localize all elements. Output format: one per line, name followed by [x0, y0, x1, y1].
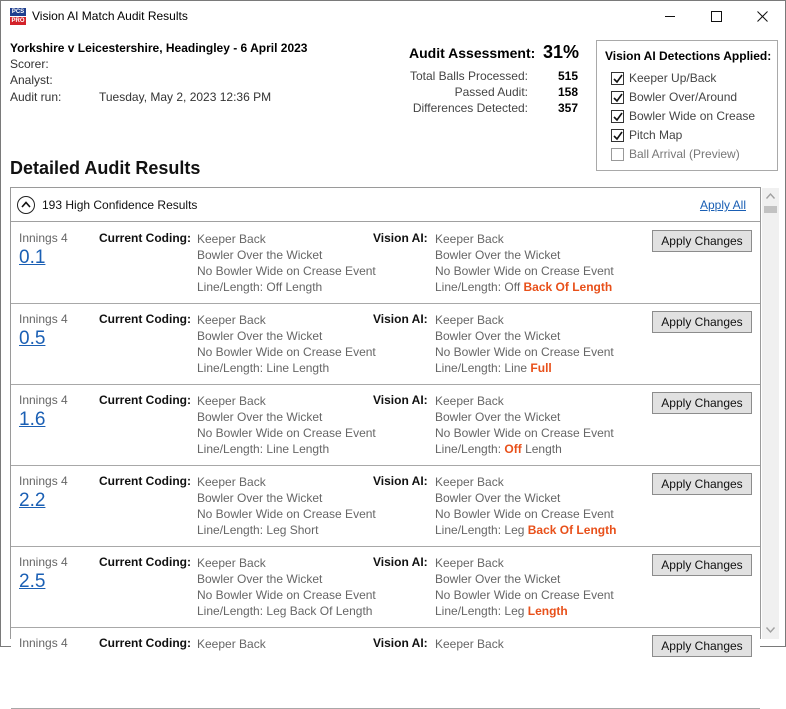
- cc-line: Bowler Over the Wicket: [197, 491, 323, 505]
- differences-value: 357: [557, 101, 578, 115]
- cc-line: No Bowler Wide on Crease Event: [197, 507, 376, 521]
- ball-link[interactable]: 2.2: [19, 490, 46, 511]
- vision-ai-values: [435, 312, 650, 376]
- cc-line: Bowler Over the Wicket: [197, 410, 323, 424]
- current-coding-values: [197, 474, 376, 538]
- vision-ai-values: [435, 555, 650, 619]
- results-panel: [10, 187, 761, 653]
- checkbox-box[interactable]: [611, 148, 624, 161]
- current-coding-values: [197, 393, 376, 457]
- cc-line: Keeper Back: [197, 556, 266, 570]
- cc-line: Keeper Back: [197, 313, 266, 327]
- va-suffix: Length: [521, 442, 562, 456]
- va-prefix: Line/Length: Line: [435, 361, 531, 375]
- apply-all-link[interactable]: Apply All: [699, 198, 746, 212]
- vision-ai-values: [435, 474, 650, 538]
- innings-label: Innings 4: [19, 231, 68, 245]
- collapse-button[interactable]: [17, 196, 35, 214]
- cc-line: Keeper Back: [197, 232, 266, 246]
- va-line: No Bowler Wide on Crease Event: [435, 345, 614, 359]
- result-row: [11, 547, 760, 628]
- audit-assessment-value: 31%: [543, 42, 580, 62]
- section-title: Detailed Audit Results: [10, 158, 201, 178]
- va-line: Keeper Back: [435, 313, 504, 327]
- va-line: Bowler Over the Wicket: [435, 329, 561, 343]
- current-coding-label: Current Coding:: [99, 636, 191, 650]
- vision-ai-values: [435, 636, 650, 652]
- vision-ai-values: [435, 231, 650, 295]
- group-label: 193 High Confidence Results: [42, 198, 198, 212]
- innings-label: Innings 4: [19, 312, 68, 326]
- va-line: Bowler Over the Wicket: [435, 410, 561, 424]
- va-line: Keeper Back: [435, 475, 504, 489]
- maximize-icon: [711, 11, 722, 22]
- apply-changes-button[interactable]: Apply Changes: [652, 554, 752, 576]
- apply-changes-button[interactable]: Apply Changes: [652, 230, 752, 252]
- apply-changes-button[interactable]: Apply Changes: [652, 473, 752, 495]
- audit-assessment-label: Audit Assessment:: [409, 45, 536, 61]
- current-coding-values: [197, 636, 363, 652]
- vision-ai-label: Vision AI:: [373, 231, 428, 245]
- scroll-up-arrow-icon: [766, 193, 775, 199]
- scroll-down-arrow-icon: [766, 627, 775, 633]
- checkbox-box[interactable]: [611, 129, 624, 142]
- current-coding-label: Current Coding:: [99, 231, 191, 245]
- result-row: [11, 223, 760, 304]
- audit-run-label: Audit run:: [10, 90, 62, 104]
- va-difference-highlight: Length: [527, 604, 568, 618]
- detection-label: Keeper Up/Back: [629, 71, 717, 85]
- va-line: No Bowler Wide on Crease Event: [435, 264, 614, 278]
- detection-label: Bowler Over/Around: [629, 90, 738, 104]
- cc-line: No Bowler Wide on Crease Event: [197, 345, 376, 359]
- cc-line: Line/Length: Line Length: [197, 442, 330, 456]
- va-line: Bowler Over the Wicket: [435, 572, 561, 586]
- cc-line: Bowler Over the Wicket: [197, 329, 323, 343]
- current-coding-label: Current Coding:: [99, 555, 191, 569]
- va-line-length: [435, 360, 650, 376]
- checkmark-icon: [613, 112, 623, 122]
- maximize-button[interactable]: [693, 1, 739, 32]
- close-button[interactable]: [739, 1, 785, 32]
- result-row: [11, 628, 760, 709]
- va-line-length: [435, 279, 650, 295]
- cc-line: Keeper Back: [197, 637, 266, 651]
- cc-line: Keeper Back: [197, 394, 266, 408]
- total-balls-label: Total Balls Processed:: [409, 69, 528, 83]
- va-difference-highlight: Off: [504, 442, 522, 456]
- va-line-length: [435, 603, 650, 619]
- match-title: Yorkshire v Leicestershire, Headingley - 6 April 2023: [10, 41, 308, 55]
- detection-label: Pitch Map: [629, 128, 683, 142]
- result-row: [11, 304, 760, 385]
- apply-changes-button[interactable]: Apply Changes: [652, 635, 752, 657]
- cc-line: No Bowler Wide on Crease Event: [197, 588, 376, 602]
- chevron-up-icon: [21, 201, 31, 208]
- innings-label: Innings 4: [19, 555, 68, 569]
- detection-label: Bowler Wide on Crease: [629, 109, 756, 123]
- detections-title: Vision AI Detections Applied:: [605, 49, 772, 63]
- va-line: No Bowler Wide on Crease Event: [435, 588, 614, 602]
- vision-ai-values: [435, 393, 650, 457]
- ball-link[interactable]: 0.1: [19, 247, 46, 268]
- scroll-down-button[interactable]: [762, 622, 779, 639]
- checkbox-box[interactable]: [611, 91, 624, 104]
- current-coding-label: Current Coding:: [99, 393, 191, 407]
- va-line: Keeper Back: [435, 556, 504, 570]
- va-line: Bowler Over the Wicket: [435, 491, 561, 505]
- checkbox-box[interactable]: [611, 110, 624, 123]
- innings-label: Innings 4: [19, 393, 68, 407]
- va-line: Bowler Over the Wicket: [435, 248, 561, 262]
- detection-label: Ball Arrival (Preview): [629, 147, 740, 161]
- pcs-pro-app-icon: [10, 8, 26, 25]
- va-prefix: Line/Length: Leg: [435, 523, 528, 537]
- va-line-length: [435, 522, 650, 538]
- cc-line: Line/Length: Leg Short: [197, 523, 319, 537]
- va-line: Keeper Back: [435, 394, 504, 408]
- current-coding-values: [197, 555, 376, 619]
- cc-line: Bowler Over the Wicket: [197, 248, 323, 262]
- va-difference-highlight: Back Of Length: [523, 280, 613, 294]
- audit-run-value: Tuesday, May 2, 2023 12:36 PM: [99, 90, 272, 104]
- window-title: Vision AI Match Audit Results: [32, 9, 188, 23]
- va-line-length: [435, 441, 650, 457]
- va-prefix: Line/Length: Off: [435, 280, 524, 294]
- va-difference-highlight: Back Of Length: [527, 523, 617, 537]
- differences-label: Differences Detected:: [412, 101, 528, 115]
- cc-line: Line/Length: Leg Back Of Length: [197, 604, 373, 618]
- minimize-button[interactable]: [647, 1, 693, 32]
- va-line: No Bowler Wide on Crease Event: [435, 426, 614, 440]
- va-line: Keeper Back: [435, 232, 504, 246]
- cc-line: No Bowler Wide on Crease Event: [197, 426, 376, 440]
- current-coding-label: Current Coding:: [99, 312, 191, 326]
- passed-audit-label: Passed Audit:: [454, 85, 528, 99]
- va-difference-highlight: Full: [530, 361, 552, 375]
- passed-audit-value: 158: [557, 85, 578, 99]
- va-line: Keeper Back: [435, 637, 504, 651]
- vision-ai-label: Vision AI:: [373, 474, 428, 488]
- result-row: [11, 466, 760, 547]
- results-group-header: [11, 188, 760, 222]
- scroll-up-button[interactable]: [762, 188, 779, 205]
- current-coding-values: [197, 231, 376, 295]
- cc-line: Keeper Back: [197, 475, 266, 489]
- innings-label: Innings 4: [19, 636, 68, 650]
- current-coding-label: Current Coding:: [99, 474, 191, 488]
- cc-line: Line/Length: Off Length: [197, 280, 323, 294]
- va-prefix: Line/Length:: [435, 442, 505, 456]
- checkmark-icon: [613, 131, 623, 141]
- detections-group: [596, 40, 778, 171]
- checkbox-box[interactable]: [611, 72, 624, 85]
- vision-ai-label: Vision AI:: [373, 312, 428, 326]
- cc-line: No Bowler Wide on Crease Event: [197, 264, 376, 278]
- vision-ai-label: Vision AI:: [373, 636, 428, 650]
- va-prefix: Line/Length: Leg: [435, 604, 528, 618]
- innings-label: Innings 4: [19, 474, 68, 488]
- ball-link[interactable]: 2.5: [19, 571, 46, 592]
- cc-line: Line/Length: Line Length: [197, 361, 330, 375]
- cc-line: Bowler Over the Wicket: [197, 572, 323, 586]
- minimize-icon: [665, 11, 676, 22]
- current-coding-values: [197, 312, 376, 376]
- result-row: [11, 385, 760, 466]
- analyst-label: Analyst:: [10, 73, 53, 87]
- ball-link[interactable]: 1.6: [19, 409, 46, 430]
- vision-ai-label: Vision AI:: [373, 393, 428, 407]
- scrollbar-thumb[interactable]: [764, 206, 777, 213]
- app-icon-top-text: PCS: [11, 9, 25, 15]
- total-balls-value: 515: [557, 69, 578, 83]
- scorer-label: Scorer:: [10, 57, 49, 71]
- apply-changes-button[interactable]: Apply Changes: [652, 392, 752, 414]
- va-line: No Bowler Wide on Crease Event: [435, 507, 614, 521]
- vertical-scrollbar[interactable]: [762, 188, 779, 639]
- apply-changes-button[interactable]: Apply Changes: [652, 311, 752, 333]
- app-icon-bottom-text: PRO: [11, 18, 25, 24]
- vision-ai-label: Vision AI:: [373, 555, 428, 569]
- title-bar: [1, 1, 785, 32]
- checkmark-icon: [613, 93, 623, 103]
- close-icon: [757, 11, 768, 22]
- checkmark-icon: [613, 74, 623, 84]
- ball-link[interactable]: 0.5: [19, 328, 46, 349]
